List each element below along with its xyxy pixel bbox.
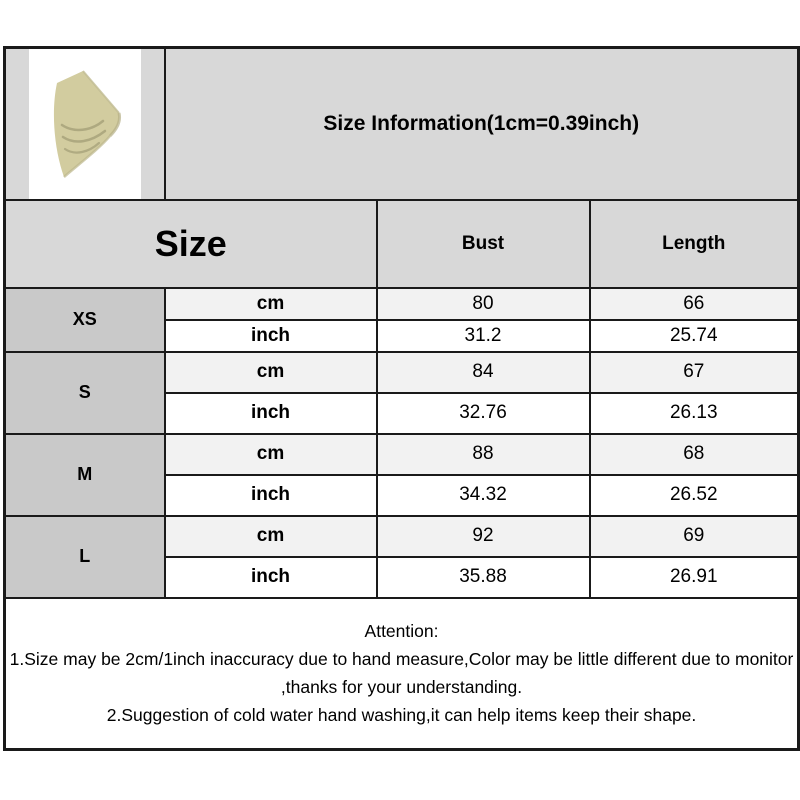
table-row-m-cm: [5, 434, 799, 475]
length-value: 25.74: [590, 320, 799, 352]
attention-note-1: 1.Size may be 2cm/1inch inaccuracy due to hand measure,Color may be little different due to monitor ,thanks for your understanding.: [9, 649, 794, 698]
unit-label-inch: inch: [165, 475, 377, 516]
table-row-l-cm: [5, 516, 799, 557]
length-value: 68: [590, 434, 799, 475]
bust-value: 31.2: [377, 320, 590, 352]
length-value: 26.52: [590, 475, 799, 516]
bust-value: 80: [377, 288, 590, 320]
size-label-m: M: [5, 434, 165, 516]
bust-column-header: Bust: [377, 200, 590, 288]
length-value: 26.13: [590, 393, 799, 434]
table-row-s-cm: [5, 352, 799, 393]
bust-value: 32.76: [377, 393, 590, 434]
length-value: 66: [590, 288, 799, 320]
bust-value: 88: [377, 434, 590, 475]
unit-label-inch: inch: [165, 320, 377, 352]
size-information-title: Size Information(1cm=0.39inch): [165, 48, 799, 200]
column-header-row: [5, 200, 799, 288]
table-row-xs-cm: [5, 288, 799, 320]
bust-value: 34.32: [377, 475, 590, 516]
garment-image: [29, 49, 141, 200]
size-label-xs: XS: [5, 288, 165, 352]
attention-row: [5, 598, 799, 750]
unit-label-inch: inch: [165, 393, 377, 434]
unit-label-cm: cm: [165, 288, 377, 320]
length-value: 67: [590, 352, 799, 393]
length-value: 69: [590, 516, 799, 557]
size-label-s: S: [5, 352, 165, 434]
attention-heading: Attention:: [364, 621, 439, 642]
bust-value: 84: [377, 352, 590, 393]
bust-value: 35.88: [377, 557, 590, 598]
unit-label-cm: cm: [165, 516, 377, 557]
product-photo: [29, 49, 141, 200]
length-value: 26.91: [590, 557, 799, 598]
unit-label-inch: inch: [165, 557, 377, 598]
attention-section: [5, 598, 799, 750]
length-column-header: Length: [590, 200, 799, 288]
product-image-cell: [5, 48, 165, 200]
size-table: [3, 46, 800, 751]
unit-label-cm: cm: [165, 352, 377, 393]
size-label-l: L: [5, 516, 165, 598]
size-column-header: Size: [5, 200, 377, 288]
header-image-row: [5, 48, 799, 200]
attention-note-2: 2.Suggestion of cold water hand washing,it can help items keep their shape.: [106, 705, 697, 726]
bust-value: 92: [377, 516, 590, 557]
unit-label-cm: cm: [165, 434, 377, 475]
